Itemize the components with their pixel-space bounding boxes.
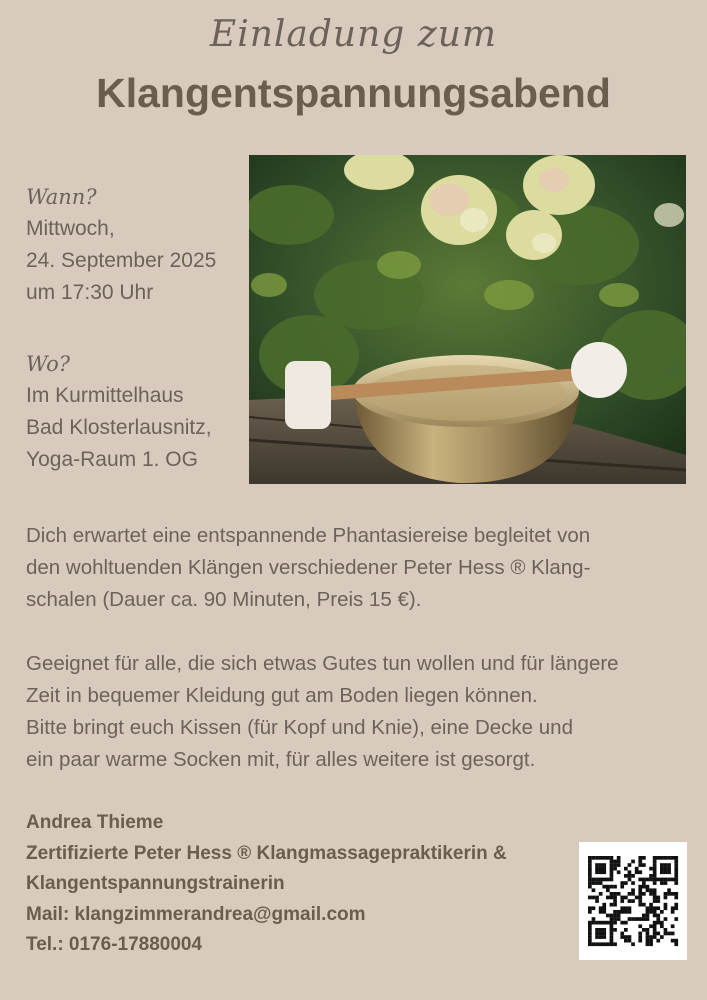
when-label: Wann? — [26, 185, 97, 209]
where-section — [26, 352, 246, 476]
singing-bowl-illustration — [249, 155, 686, 484]
description-line: Dich erwartet eine entspannende Phantasiereise begleitet von — [26, 524, 591, 547]
description-line: Geeignet für alle, die sich etwas Gutes tun wollen und für längere — [26, 652, 619, 675]
contact-phone-link[interactable]: Tel.: 0176-17880004 — [26, 934, 203, 955]
where-line: Bad Klosterlausnitz, — [26, 416, 212, 439]
description-paragraph-1 — [26, 520, 686, 616]
where-label: Wo? — [26, 352, 71, 376]
description-line: schalen (Dauer ca. 90 Minuten, Preis 15 €). — [26, 588, 422, 611]
where-line: Im Kurmittelhaus — [26, 384, 184, 407]
description-line: ein paar warme Socken mit, für alles weitere ist gesorgt. — [26, 748, 536, 771]
qr-code-graphic — [579, 842, 687, 960]
contact-name: Andrea Thieme — [26, 812, 164, 833]
singing-bowl-photo — [249, 155, 686, 484]
when-line: 24. September 2025 — [26, 249, 217, 272]
when-section — [26, 185, 246, 309]
description-line: den wohltuenden Klängen verschiedener Peter Hess ® Klang- — [26, 556, 591, 579]
description-line: Zeit in bequemer Kleidung gut am Boden liegen können. — [26, 684, 538, 707]
description-line: Bitte bringt euch Kissen (für Kopf und Knie), eine Decke und — [26, 716, 573, 739]
when-line: Mittwoch, — [26, 217, 115, 240]
invitation-subtitle: Einladung zum — [209, 14, 498, 55]
when-line: um 17:30 Uhr — [26, 281, 154, 304]
contact-block — [26, 808, 586, 961]
contact-role: Zertifizierte Peter Hess ® Klangmassagepraktikerin & — [26, 842, 507, 864]
qr-code-icon[interactable] — [579, 842, 687, 960]
where-line: Yoga-Raum 1. OG — [26, 448, 198, 471]
description-paragraph-2 — [26, 648, 686, 776]
page-title: Klangentspannungsabend — [96, 70, 611, 116]
contact-email-link[interactable]: Mail: klangzimmerandrea@gmail.com — [26, 903, 366, 925]
contact-role: Klangentspannungstrainerin — [26, 873, 285, 894]
